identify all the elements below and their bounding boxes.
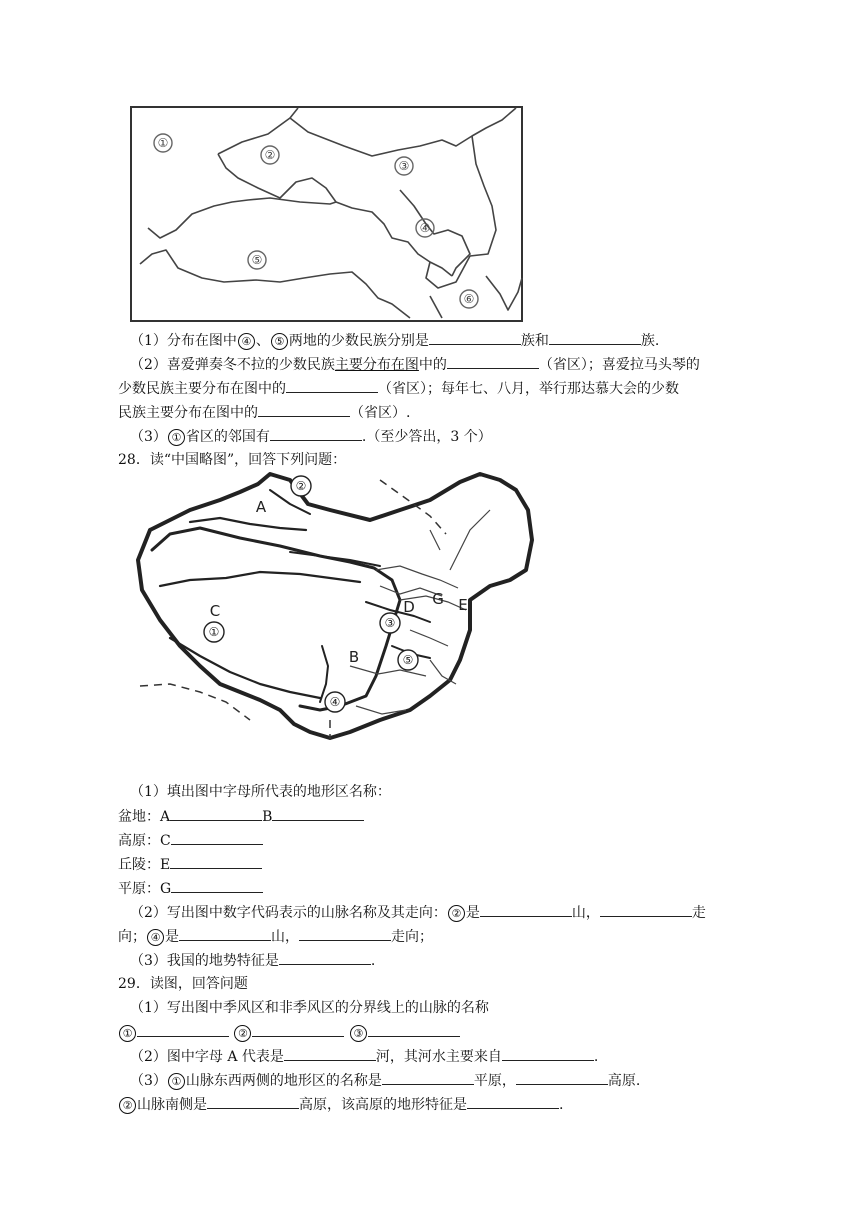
q28-title: 28．读“中国略图”，回答下列问题： — [118, 452, 347, 468]
map-label-5: ⑤ — [251, 253, 263, 267]
q29-part4: ② 山脉南侧是 高原，该高原的地形特征是 . — [118, 1094, 563, 1115]
answer-blank[interactable] — [480, 902, 572, 917]
answer-blank[interactable] — [207, 1094, 299, 1109]
q28-basin-line: 盆地：A B — [118, 806, 364, 827]
tianshan-range — [190, 518, 306, 530]
q28-part2-line1: （2）写出图中数字代码表示的山脉名称及其走向： ② 是 山， 走 — [130, 902, 706, 923]
answer-blank[interactable] — [549, 330, 641, 345]
answer-blank[interactable] — [171, 878, 263, 893]
answer-blank[interactable] — [299, 926, 391, 941]
q28-part3: （3）我国的地势特征是 . — [130, 950, 375, 971]
answer-blank[interactable] — [600, 902, 692, 917]
q29-part3: （3） ① 山脉东西两侧的地形区的名称是 平原， 高原. — [130, 1070, 640, 1091]
q28-plain-line: 平原：G — [118, 878, 263, 899]
answer-blank[interactable] — [170, 806, 262, 821]
answer-blank[interactable] — [429, 330, 521, 345]
map-label-4: ④ — [419, 221, 431, 235]
map-number-2: ② — [295, 479, 307, 493]
map-letter-b: B — [348, 648, 360, 666]
map-letter-d: D — [403, 598, 415, 616]
boundary-dashed — [140, 480, 446, 740]
himalaya-range — [170, 638, 320, 698]
answer-blank[interactable] — [382, 1070, 474, 1085]
q29-part1-answers: ① ② ③ — [118, 1022, 460, 1043]
answer-blank[interactable] — [137, 1022, 229, 1037]
map-label-1: ① — [157, 136, 169, 150]
map-letter-c: C — [209, 602, 221, 620]
q29-part2: （2）图中字母 A 代表是 河，其河水主要来自 . — [130, 1046, 598, 1067]
answer-blank[interactable] — [170, 854, 262, 869]
q28-part1: （1）填出图中字母所代表的地形区名称： — [130, 784, 391, 800]
q27-part1: （1）分布在图中 ④ 、 ⑤ 两地的少数民族分别是 族和 族. — [130, 330, 659, 351]
answer-blank[interactable] — [279, 950, 371, 965]
answer-blank[interactable] — [502, 1046, 594, 1061]
answer-blank[interactable] — [284, 1046, 376, 1061]
map-letter-a: A — [255, 498, 267, 516]
q27-part2-line3: 民族主要分布在图中的 （省区）. — [118, 402, 410, 423]
answer-blank[interactable] — [272, 806, 364, 821]
q27-part2-line1: （2）喜爱弹奏冬不拉的少数民族主要分布在图中的 （省区）；喜爱拉马头琴的 — [130, 354, 700, 375]
map-label-6: ⑥ — [463, 292, 475, 306]
answer-blank[interactable] — [368, 1022, 460, 1037]
q28-part2-line2: 向； ④ 是 山， 走向； — [118, 926, 433, 947]
q27-part3: （3） ① 省区的邻国有 .（至少答出，3 个） — [130, 426, 492, 447]
map-number-1: ① — [208, 625, 220, 639]
china-sketch-map — [130, 470, 540, 750]
map-number-5: ⑤ — [402, 653, 414, 667]
plateau-edge — [152, 528, 400, 710]
answer-blank[interactable] — [171, 830, 263, 845]
answer-blank[interactable] — [467, 1094, 559, 1109]
hengduan-range — [320, 646, 328, 702]
map-number-4: ④ — [329, 695, 341, 709]
answer-blank[interactable] — [179, 926, 271, 941]
answer-blank[interactable] — [252, 1022, 344, 1037]
map-label-2: ② — [264, 148, 276, 162]
map-number-3: ③ — [384, 616, 396, 630]
map-letter-g: G — [432, 590, 444, 608]
q29-title: 29．读图，回答问题 — [118, 976, 248, 992]
answer-blank[interactable] — [258, 402, 350, 417]
q28-plateau-line: 高原：C — [118, 830, 263, 851]
q29-part1: （1）写出图中季风区和非季风区的分界线上的山脉的名称 — [130, 1000, 489, 1016]
province-map — [130, 106, 524, 324]
map-label-3: ③ — [398, 159, 410, 173]
q28-hills-line: 丘陵：E — [118, 854, 262, 875]
q27-part2-line2: 少数民族主要分布在图中的 （省区）；每年七、八月，举行那达慕大会的少数 — [118, 378, 679, 399]
answer-blank[interactable] — [447, 354, 539, 369]
qilian-range — [290, 552, 380, 566]
answer-blank[interactable] — [270, 426, 362, 441]
map-letter-e: E — [458, 596, 468, 614]
answer-blank[interactable] — [286, 378, 378, 393]
kunlun-range — [160, 572, 360, 586]
answer-blank[interactable] — [516, 1070, 608, 1085]
